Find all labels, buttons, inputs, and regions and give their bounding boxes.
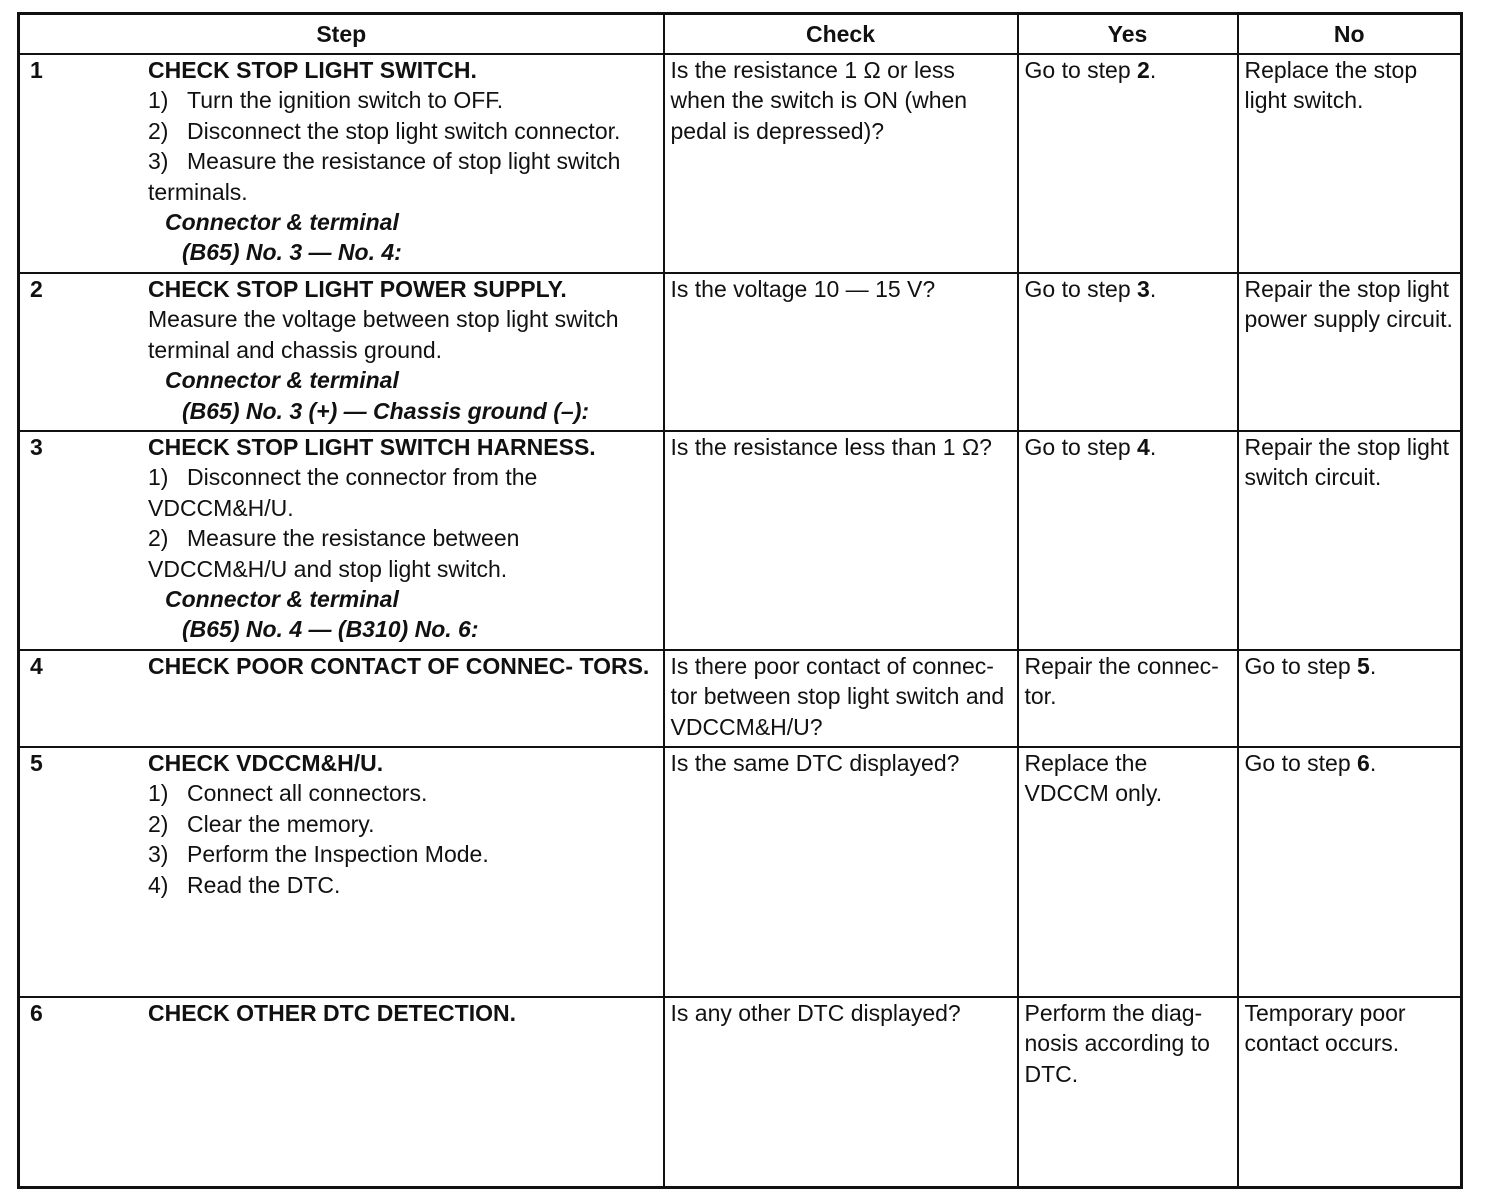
step-number: 2	[30, 276, 43, 302]
check-cell: Is any other DTC displayed?	[664, 997, 1018, 1188]
header-yes: Yes	[1018, 14, 1238, 55]
no-cell: Replace the stop light switch.	[1238, 54, 1462, 273]
step-cell	[19, 997, 664, 1188]
diagnostic-table	[17, 12, 1463, 1189]
no-cell: Repair the stop light switch circuit.	[1238, 431, 1462, 650]
table-row	[19, 273, 1462, 431]
yes-cell: Go to step 2.	[1018, 54, 1238, 273]
step-cell	[19, 650, 664, 747]
step-title: CHECK STOP LIGHT POWER SUPPLY.	[148, 276, 567, 302]
no-cell: Repair the stop light power supply circuit.	[1238, 273, 1462, 431]
step-title: CHECK POOR CONTACT OF CONNEC- TORS.	[148, 653, 650, 679]
check-cell: Is the same DTC displayed?	[664, 747, 1018, 997]
connector-value: (B65) No. 4 — (B310) No. 6:	[182, 616, 479, 643]
step-cell	[19, 54, 664, 273]
procedure-item: 1) Connect all connectors.	[148, 780, 428, 807]
no-cell: Temporary poor contact occurs.	[1238, 997, 1462, 1188]
step-number: 3	[30, 434, 43, 460]
step-title: CHECK OTHER DTC DETECTION.	[148, 1000, 516, 1026]
step-description: Measure the voltage between stop light switch terminal and chassis ground.	[148, 306, 619, 363]
connector-label: Connector & terminal	[165, 367, 399, 394]
procedure-item: 1) Turn the ignition switch to OFF.	[148, 87, 504, 114]
procedure-item: 3) Measure the resistance of stop light switch terminals.	[148, 148, 621, 205]
header-no: No	[1238, 14, 1462, 55]
table-row	[19, 997, 1462, 1188]
yes-cell: Perform the diag- nosis according to DTC.	[1018, 997, 1238, 1188]
procedure-item: 1) Disconnect the connector from the	[148, 464, 538, 491]
step-cell	[19, 431, 664, 650]
connector-label: Connector & terminal	[165, 209, 399, 236]
step-number: 6	[30, 1000, 43, 1026]
step-number: 4	[30, 653, 43, 679]
header-check: Check	[664, 14, 1018, 55]
step-title: CHECK VDCCM&H/U.	[148, 750, 384, 776]
step-cell	[19, 747, 664, 997]
procedure-item: 2) Measure the resistance between	[148, 525, 520, 552]
table-row	[19, 650, 1462, 747]
step-number: 1	[30, 57, 43, 83]
step-cell	[19, 273, 664, 431]
check-cell: Is there poor contact of connec- tor between stop light switch and VDCCM&H/U?	[664, 650, 1018, 747]
connector-label: Connector & terminal	[165, 586, 399, 613]
connector-value: (B65) No. 3 (+) — Chassis ground (–):	[182, 397, 590, 424]
yes-cell: Replace the VDCCM only.	[1018, 747, 1238, 997]
procedure-item: 2) Clear the memory.	[148, 810, 375, 837]
table-row	[19, 747, 1462, 997]
procedure-item: 4) Read the DTC.	[148, 871, 341, 898]
procedure-item: VDCCM&H/U and stop light switch.	[148, 555, 508, 582]
check-cell: Is the voltage 10 — 15 V?	[664, 273, 1018, 431]
connector-value: (B65) No. 3 — No. 4:	[182, 239, 402, 266]
table-row	[19, 54, 1462, 273]
header-row	[19, 14, 1462, 55]
procedure-item: 2) Disconnect the stop light switch connector.	[148, 117, 621, 144]
procedure-list	[148, 778, 651, 900]
table-row	[19, 431, 1462, 650]
procedure-list	[148, 462, 651, 584]
step-number: 5	[30, 750, 43, 776]
check-cell: Is the resistance 1 Ω or less when the switch is ON (when pedal is depressed)?	[664, 54, 1018, 273]
header-step: Step	[19, 14, 664, 55]
step-title: CHECK STOP LIGHT SWITCH.	[148, 57, 477, 83]
step-title: CHECK STOP LIGHT SWITCH HARNESS.	[148, 434, 596, 460]
yes-cell: Go to step 3.	[1018, 273, 1238, 431]
procedure-item: VDCCM&H/U.	[148, 494, 294, 521]
yes-cell: Go to step 4.	[1018, 431, 1238, 650]
procedure-list	[148, 85, 651, 207]
no-cell: Go to step 5.	[1238, 650, 1462, 747]
procedure-item: 3) Perform the Inspection Mode.	[148, 841, 489, 868]
no-cell: Go to step 6.	[1238, 747, 1462, 997]
check-cell: Is the resistance less than 1 Ω?	[664, 431, 1018, 650]
yes-cell: Repair the connec- tor.	[1018, 650, 1238, 747]
